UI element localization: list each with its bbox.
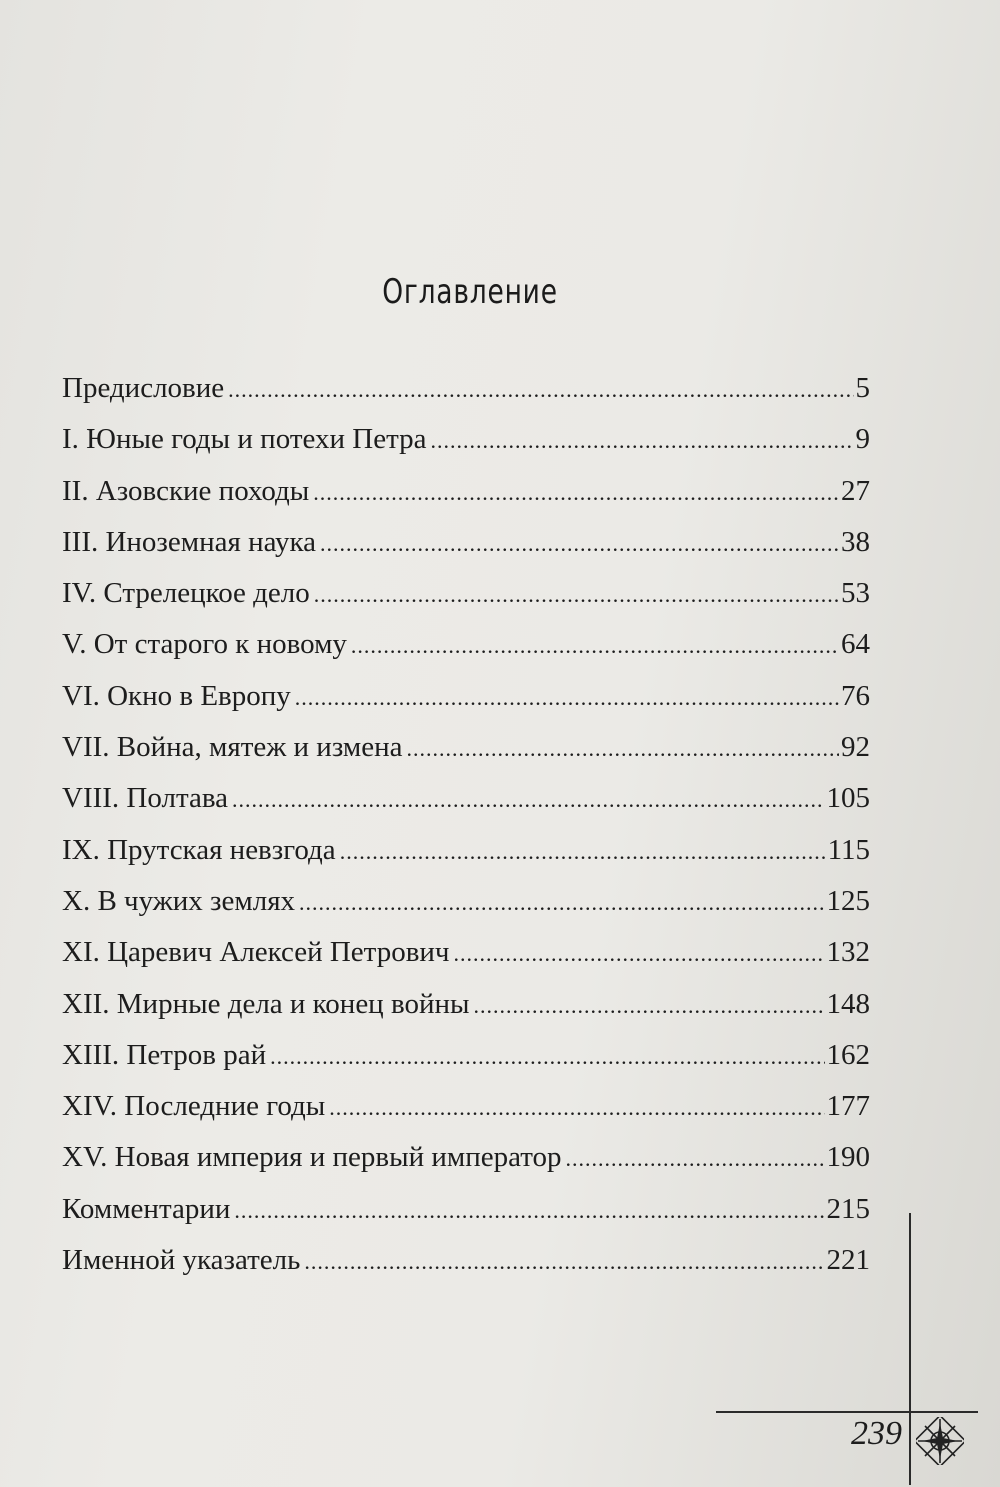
toc-entry-page: 64: [841, 628, 870, 661]
toc-entry-chapter-12[interactable]: [62, 979, 870, 1030]
toc-entry-chapter-4[interactable]: [62, 568, 870, 619]
toc-entry-chapter-13[interactable]: [62, 1030, 870, 1081]
dot-leader: [304, 1236, 824, 1287]
dot-leader: [454, 928, 825, 979]
toc-entry-title: IX. Прутская невзгода: [62, 833, 336, 866]
toc-entry-page: 92: [841, 731, 870, 764]
toc-entry-chapter-7[interactable]: [62, 722, 870, 773]
toc-entry-title: XIV. Последние годы: [62, 1090, 326, 1123]
toc-entry-chapter-6[interactable]: [62, 671, 870, 722]
toc-entry-title: VI. Окно в Европу: [62, 679, 291, 712]
dot-leader: [351, 620, 839, 671]
toc-entry-title: VII. Война, мятеж и измена: [62, 731, 403, 764]
toc-entry-page: 162: [826, 1038, 870, 1071]
dot-leader: [314, 569, 839, 620]
toc-entry-title: I. Юные годы и потехи Петра: [62, 423, 427, 456]
toc-entry-page: 9: [855, 423, 870, 456]
toc-entry-page: 76: [841, 679, 870, 712]
toc-entry-chapter-9[interactable]: [62, 825, 870, 876]
toc-entry-page: 132: [826, 936, 870, 969]
dot-leader: [340, 826, 826, 877]
page-number: 239: [851, 1415, 902, 1452]
toc-entry-chapter-11[interactable]: [62, 927, 870, 978]
dot-leader: [234, 1185, 824, 1236]
dot-leader: [228, 364, 853, 415]
toc-entry-title: XV. Новая империя и первый император: [62, 1141, 562, 1174]
toc-entry-title: XI. Царевич Алексей Петрович: [62, 936, 450, 969]
dot-leader: [406, 723, 839, 774]
toc-entry-page: 148: [826, 987, 870, 1020]
dot-leader: [232, 774, 824, 825]
toc-entry-name-index[interactable]: [62, 1235, 870, 1286]
toc-entry-page: 5: [855, 372, 870, 404]
toc-entry-page: 177: [826, 1090, 870, 1123]
toc-entry-page: 215: [826, 1192, 870, 1225]
toc-entry-chapter-15[interactable]: [62, 1132, 870, 1183]
horizontal-rule: [716, 1411, 978, 1413]
toc-entry-title: IV. Стрелецкое дело: [62, 577, 310, 610]
toc-entry-page: 125: [826, 884, 870, 917]
dot-leader: [430, 415, 853, 466]
toc-entry-title: III. Иноземная наука: [62, 525, 317, 558]
toc-entry-chapter-10[interactable]: [62, 876, 870, 927]
dot-leader: [299, 877, 824, 928]
toc-entry-commentary[interactable]: [62, 1184, 870, 1235]
dot-leader: [329, 1082, 824, 1133]
toc-entry-page: 221: [826, 1244, 870, 1277]
toc-entry-chapter-8[interactable]: [62, 773, 870, 824]
toc-entry-title: II. Азовские походы: [62, 474, 310, 507]
toc-entry-chapter-5[interactable]: [62, 619, 870, 670]
toc-entry-chapter-14[interactable]: [62, 1081, 870, 1132]
toc-entry-page: 115: [827, 833, 870, 866]
toc-entry-page: 38: [841, 525, 870, 558]
vertical-rule: [909, 1213, 911, 1485]
toc-entry-title: Именной указатель: [62, 1244, 301, 1277]
table-of-contents: [62, 363, 870, 1286]
toc-entry-title: VIII. Полтава: [62, 782, 229, 815]
toc-entry-title: Комментарии: [62, 1192, 231, 1225]
dot-leader: [295, 672, 839, 723]
dot-leader: [320, 518, 839, 569]
toc-entry-preface[interactable]: [62, 363, 870, 414]
dot-leader: [270, 1031, 824, 1082]
toc-entry-title: XIII. Петров рай: [62, 1038, 267, 1071]
dot-leader: [313, 467, 839, 518]
page-title: Оглавление: [382, 272, 558, 312]
toc-entry-title: V. От старого к новому: [62, 628, 347, 661]
toc-entry-chapter-3[interactable]: [62, 517, 870, 568]
toc-entry-title: XII. Мирные дела и конец войны: [62, 987, 470, 1020]
dot-leader: [473, 980, 824, 1031]
toc-entry-page: 53: [841, 577, 870, 610]
toc-entry-page: 190: [826, 1141, 870, 1174]
toc-entry-title: Предисловие: [62, 372, 225, 404]
toc-entry-page: 27: [841, 474, 870, 507]
toc-entry-chapter-1[interactable]: [62, 414, 870, 465]
toc-entry-page: 105: [826, 782, 870, 815]
dot-leader: [566, 1133, 825, 1184]
compass-rose-icon: [916, 1417, 964, 1465]
toc-entry-chapter-2[interactable]: [62, 466, 870, 517]
toc-entry-title: X. В чужих землях: [62, 884, 296, 917]
